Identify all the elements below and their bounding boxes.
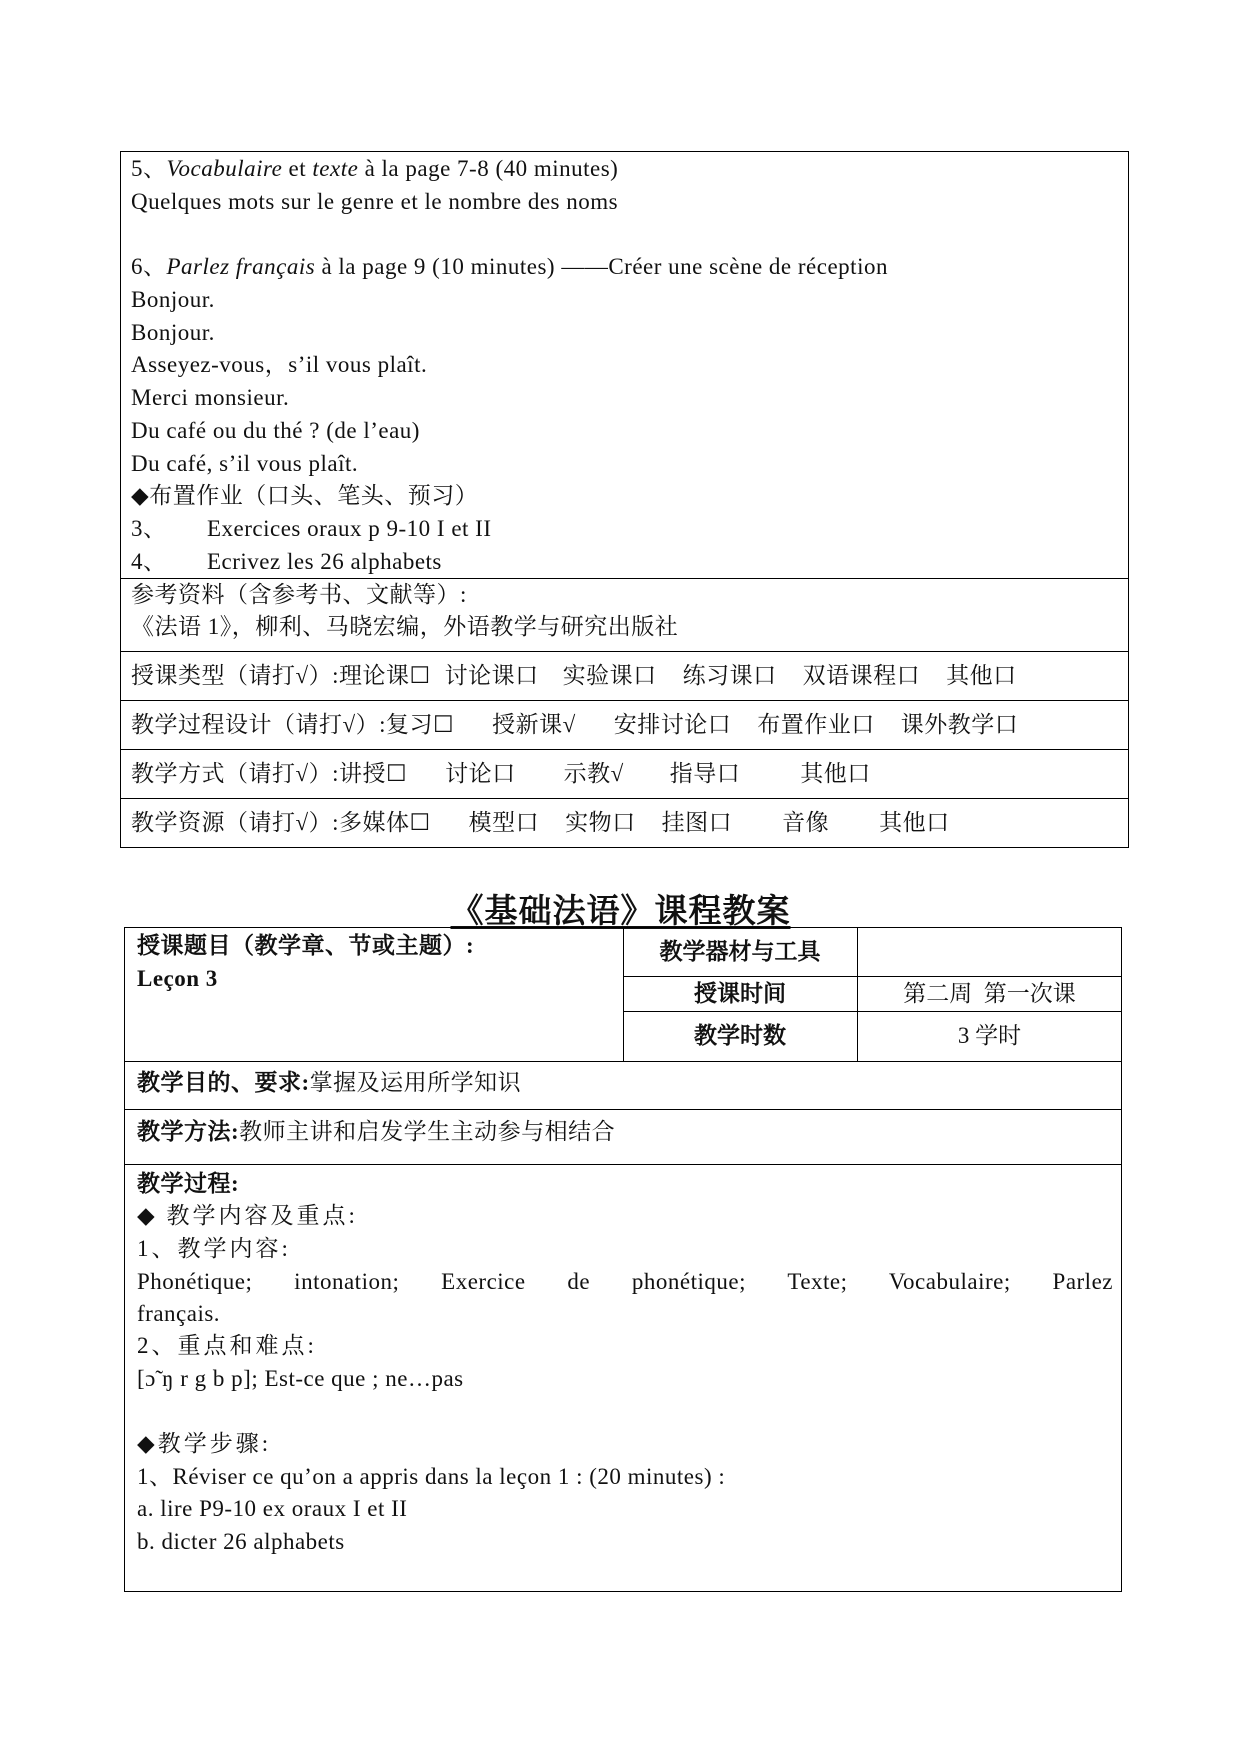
content-1-text: Phonétique; intonation; Exercice de phonétique; Texte; Vocabulaire; Parlez bbox=[137, 1269, 1113, 1294]
homework-item: 4、 Ecrivez les 26 alphabets bbox=[131, 549, 442, 574]
hours-label: 教学时数 bbox=[694, 1023, 786, 1048]
step-1a: a. lire P9-10 ex oraux I et II bbox=[137, 1496, 408, 1521]
dialogue-line: Bonjour. bbox=[131, 320, 215, 345]
hours-value: 3 学时 bbox=[957, 1023, 1022, 1048]
time-value: 第二周 第一次课 bbox=[903, 981, 1076, 1006]
step-1: 1、Réviser ce qu’on a appris dans la leçon 1 : (20 minutes) : bbox=[137, 1464, 726, 1489]
divider bbox=[623, 1011, 1122, 1012]
divider bbox=[120, 578, 1129, 579]
dialogue-line: Bonjour. bbox=[131, 287, 215, 312]
topic-label: 授课题目（教学章、节或主题）: bbox=[137, 933, 475, 958]
method-value: 教师主讲和启发学生主动参与相结合 bbox=[239, 1119, 616, 1144]
content-2-label: 2、重点和难点: bbox=[137, 1333, 317, 1358]
method-label: 教学方法: bbox=[137, 1119, 240, 1144]
page-title: 《基础法语》课程教案 bbox=[450, 894, 791, 930]
divider bbox=[120, 798, 1129, 799]
dialogue-line: Du café, s’il vous plaît. bbox=[131, 451, 359, 476]
course-type-row: 授课类型（请打√）:理论课☐ 讨论课口 实验课口 练习课口 双语课程口 其他口 bbox=[131, 663, 1017, 688]
content-1-label: 1、教学内容: bbox=[137, 1236, 291, 1261]
steps-heading: ◆教学步骤: bbox=[137, 1431, 272, 1456]
dialogue-line: Du café ou du thé ? (de l’eau) bbox=[131, 418, 420, 443]
text-line: Quelques mots sur le genre et le nombre des noms bbox=[131, 189, 619, 214]
divider bbox=[124, 1061, 1122, 1062]
content-2-text: [ɔ̃ ŋ r g b p]; Est-ce que ; ne…pas bbox=[137, 1366, 464, 1391]
equipment-label: 教学器材与工具 bbox=[659, 939, 821, 964]
process-label: 教学过程: bbox=[137, 1171, 240, 1196]
resources-row: 教学资源（请打√）:多媒体☐ 模型口 实物口 挂图口 音像 其他口 bbox=[131, 810, 950, 835]
homework-item: 3、 Exercices oraux p 9-10 I et II bbox=[131, 516, 492, 541]
goal-label: 教学目的、要求: bbox=[137, 1070, 310, 1095]
divider bbox=[623, 976, 1122, 977]
homework-heading: ◆布置作业（口头、笔头、预习） bbox=[131, 483, 479, 508]
divider bbox=[120, 700, 1129, 701]
content-1-text2: français. bbox=[137, 1301, 221, 1326]
divider bbox=[124, 1164, 1122, 1165]
method-row-lesson bbox=[137, 1117, 615, 1147]
content-heading: ◆ 教学内容及重点: bbox=[137, 1203, 358, 1228]
divider bbox=[120, 749, 1129, 750]
goal-row bbox=[137, 1068, 521, 1098]
line-5: 5、Vocabulaire et texte à la page 7-8 (40 minutes) bbox=[131, 156, 619, 181]
references-text: 《法语 1》，柳利、马晓宏编，外语教学与研究出版社 bbox=[131, 614, 679, 639]
divider bbox=[124, 1109, 1122, 1110]
line-6: 6、Parlez français à la page 9 (10 minutes) ——Créer une scène de réception bbox=[131, 254, 888, 279]
dialogue-line: Asseyez-vous，s’il vous plaît. bbox=[131, 352, 428, 377]
divider bbox=[120, 651, 1129, 652]
topic-value: Leçon 3 bbox=[137, 966, 218, 991]
time-label: 授课时间 bbox=[694, 981, 786, 1006]
goal-value: 掌握及运用所学知识 bbox=[309, 1070, 522, 1095]
dialogue-line: Merci monsieur. bbox=[131, 385, 290, 410]
process-design-row: 教学过程设计（请打√）:复习☐ 授新课√ 安排讨论口 布置作业口 课外教学口 bbox=[131, 712, 1019, 737]
method-row: 教学方式（请打√）:讲授☐ 讨论口 示教√ 指导口 其他口 bbox=[131, 761, 871, 786]
references-label: 参考资料（含参考书、文献等）: bbox=[131, 582, 467, 607]
step-1b: b. dicter 26 alphabets bbox=[137, 1529, 345, 1554]
